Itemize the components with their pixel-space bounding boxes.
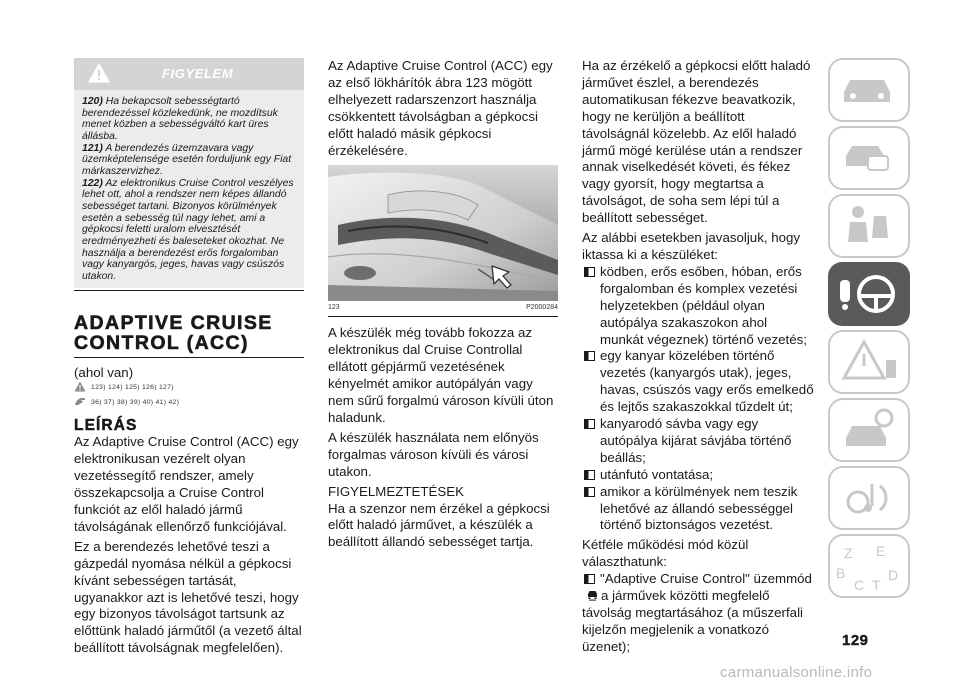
info-reference-list: 36) 37) 38) 39) 40) 41) 42)	[91, 399, 180, 407]
column-3	[582, 58, 814, 656]
warning-references	[74, 381, 304, 396]
warning-item: 120) Ha bekapcsolt sebességtartó berendezéssel közlekedünk, ne mozdítsuk menet közben a sebességváltó kart üres állásba.	[82, 96, 278, 142]
car-dashboard-icon	[828, 58, 910, 122]
warning-reference-list: 123) 124) 125) 126) 127)	[91, 384, 174, 392]
description-paragraph: Az Adaptive Cruise Control (ACC) egy elektronikusan vezérelt olyan vezetéssegítő rendszer, amely összekapcsolja a Cruise Control funkciót az elől haladó jármű távolságának ellenőrző funkciójával.	[74, 434, 299, 534]
body-paragraph: A készülék még tovább fokozza az elektronikus dal Cruise Controllal ellátott gépjármű vezetésének kényelmét amikor autópályán vagy nem sűrű forgalmú városon kívüli úton haladunk.	[328, 325, 554, 425]
description-heading: LEÍRÁS	[74, 417, 138, 435]
availability-note: (ahol van)	[74, 364, 134, 380]
hand-note-icon	[74, 396, 86, 407]
svg-text:B: B	[836, 565, 846, 581]
body-paragraph: Kétféle működési mód közül választhatunk:	[582, 537, 749, 570]
description-paragraph: Ez a berendezés lehetővé teszi a gázpedál nyomása nélkül a gépkocsi kívánt sebességen tartását, ugyanakkor azt is lehetővé teszi, hogy egy bizonyos távolságot tartsunk az előttünk haladó járműtől (a vezető által beállított távolságnak megfelelően).	[74, 538, 302, 656]
car-front-bumper-image	[328, 165, 558, 301]
car-maintenance-icon	[828, 398, 910, 462]
acc-car-distance-icon	[586, 589, 599, 601]
body-paragraph: Az alábbi esetekben javasoljuk, hogy iktassa ki a készüléket:	[582, 230, 801, 262]
section-title: ADAPTIVE CRUISE CONTROL (ACC)	[74, 311, 273, 354]
svg-text:Z: Z	[844, 545, 853, 561]
figure-divider	[328, 316, 558, 317]
svg-text:E: E	[876, 543, 886, 559]
column-1	[74, 58, 304, 657]
multimedia-icon	[828, 466, 910, 530]
alphabetical-index-icon	[828, 534, 910, 598]
page-number: 129	[842, 632, 869, 649]
warning-item: 121) A berendezés üzemzavara vagy üzemképtelensége esetén forduljunk egy Fiat márkaszervizhez.	[82, 142, 292, 177]
warning-item: 122) Az elektronikus Cruise Control veszélyes lehet ott, ahol a rendszer nem képes állandó sebességet tartani. Bizonyos körülmények esetén a sebesség túl nagy lehet, ami a gépkocsi feletti uralom elvesztését eredményezheti és baleseteket okozhat. Ne használja a berendezést erős forgalomban vagy kanyargós, jeges, havas vagy csúszós utakon.	[82, 177, 294, 282]
body-paragraph: a járművek közötti megfelelő távolság megtartásához (a műszerfali kijelzőn megjelenik a vonatkozó üzenet);	[582, 588, 803, 654]
info-references	[74, 396, 304, 411]
bullet-square-icon	[584, 487, 595, 497]
list-item: kanyarodó sávba vagy egy autópálya kijárat sávjába történő beállás;	[582, 416, 814, 467]
bullet-square-icon	[584, 470, 595, 480]
tab-index[interactable]	[828, 534, 910, 598]
warning-divider	[74, 290, 304, 291]
bullet-square-icon	[584, 351, 595, 361]
column-2	[328, 58, 558, 551]
tab-starting-and-driving[interactable]	[828, 262, 910, 326]
bullet-square-icon	[584, 267, 595, 277]
svg-text:C: C	[854, 577, 865, 593]
tab-safety[interactable]	[828, 194, 910, 258]
list-item: utánfutó vontatása;	[582, 467, 814, 484]
figure-caption	[328, 301, 558, 315]
warning-triangle-icon	[74, 381, 86, 392]
warning-body	[74, 90, 304, 288]
bullet-square-icon	[584, 574, 595, 584]
car-keys-icon	[828, 126, 910, 190]
warning-road-icon	[828, 330, 910, 394]
list-item: ködben, erős esőben, hóban, erős forgalomban és komplex vezetési helyzetekben (például olyan autópálya szakaszokon ahol munkát végeznek) történő vezetés;	[582, 264, 814, 349]
body-paragraph: Ha a szenzor nem érzékel a gépkocsi előtt haladó járművet, a készülék a beállított állandó sebességet tartja.	[328, 500, 550, 550]
list-item: "Adaptive Cruise Control" üzemmód	[582, 571, 814, 588]
tab-getting-to-know[interactable]	[828, 126, 910, 190]
steering-wheel-icon	[828, 262, 910, 326]
body-paragraph: Ha az érzékelő a gépkocsi előtt haladó járművet észlel, a berendezés automatikusan fékezve beavatkozik, hogy ne kerüljön a beállított távolságnál közelebb. Az elől haladó jármű mögé kerülése után a rendszer annak viselkedését követi, és fékez vagy gyorsít, hogy megtartsa a távolságot, de soha sem lépi túl a beállított sebességet.	[582, 58, 811, 226]
tab-emergency[interactable]	[828, 330, 910, 394]
body-paragraph: A készülék használata nem előnyös forgalmas városon kívüli és városi utakon.	[328, 429, 539, 479]
tab-multimedia[interactable]	[828, 466, 910, 530]
svg-text:T: T	[872, 577, 881, 593]
figure-number: 123	[328, 304, 340, 312]
caution-heading: FIGYELMEZTETÉSEK	[328, 483, 464, 499]
list-item: amikor a körülmények nem teszik lehetővé az állandó sebességgel történő biztonságos vezetést.	[582, 484, 814, 535]
warning-triangle-icon	[88, 63, 110, 83]
section-title-divider	[74, 357, 304, 358]
list-item: egy kanyar közelében történő vezetés (kanyargós utak), jeges, havas, csúszós vagy erős emelkedő és lejtős szakaszokkal tűzdelt út;	[582, 348, 814, 416]
tab-maintenance[interactable]	[828, 398, 910, 462]
warning-box	[74, 58, 304, 291]
warning-header	[74, 58, 304, 90]
description-paragraph: Az Adaptive Cruise Control (ACC) egy az első lökhárítók ábra 123 mögött elhelyezett radarszenzort használja csökkentett távolságban a gépkocsi előtt haladó másik gépkocsi érzékelésére.	[328, 58, 553, 158]
figure-car-bumper-radar	[328, 165, 558, 301]
seat-belt-icon	[828, 194, 910, 258]
svg-text:D: D	[888, 567, 899, 583]
bullet-square-icon	[584, 419, 595, 429]
warning-title: FIGYELEM	[162, 66, 234, 81]
figure-code: P2000284	[526, 304, 558, 312]
tab-dashboard[interactable]	[828, 58, 910, 122]
watermark: carmanualsonline.info	[720, 664, 873, 681]
